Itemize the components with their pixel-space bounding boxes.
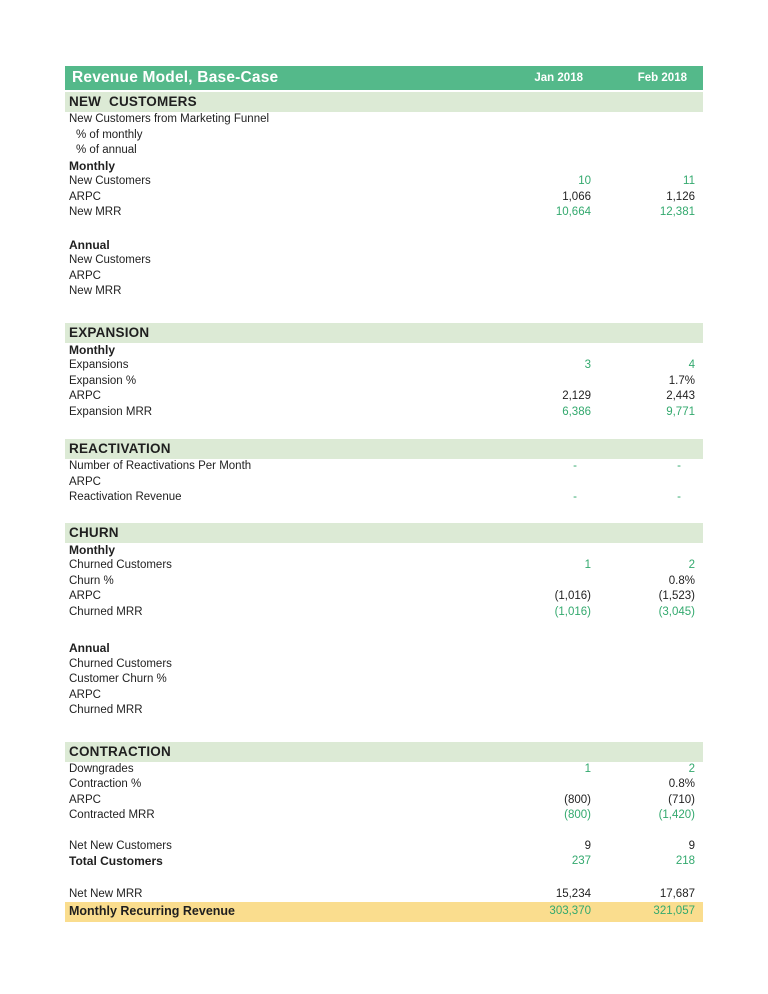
row-label: Downgrades	[69, 762, 134, 775]
cell-feb-2018: 17,687	[659, 887, 695, 900]
table-row-arpc	[65, 589, 703, 605]
table-row-customer-churn-pct	[65, 672, 703, 688]
table-row-total-customers	[65, 854, 703, 870]
page-title: Revenue Model, Base-Case	[72, 69, 279, 86]
row-label: New Customers	[69, 175, 151, 187]
table-row-pct-of-monthly	[65, 128, 703, 144]
cell-feb-2018: (1,523)	[658, 590, 695, 602]
row-label: ARPC	[69, 793, 101, 806]
row-label: New MRR	[69, 285, 122, 297]
column-header-jan: Jan 2018	[534, 72, 583, 84]
row-label: Annual	[69, 641, 110, 655]
section-header-expansion	[65, 323, 703, 343]
blank-row	[65, 620, 703, 641]
table-row-monthly	[65, 343, 703, 359]
row-label: NEW CUSTOMERS	[69, 94, 197, 110]
section-header-contraction	[65, 742, 703, 762]
row-label: New MRR	[69, 206, 122, 218]
row-label: New Customers	[69, 254, 151, 266]
row-label: ARPC	[69, 390, 101, 402]
table-row-monthly	[65, 159, 703, 175]
table-row-new-customers	[65, 253, 703, 269]
row-label: Monthly	[69, 342, 115, 357]
table-row-monthly	[65, 543, 703, 559]
table-row-contracted-mrr	[65, 808, 703, 824]
cell-feb-2018: (710)	[668, 793, 695, 806]
cell-jan-2018: 6,386	[562, 405, 591, 418]
table-row-downgrades	[65, 762, 703, 778]
row-label: Churned Customers	[69, 559, 172, 571]
row-label: % of monthly	[76, 128, 143, 141]
row-label: CONTRACTION	[69, 743, 171, 759]
cell-feb-2018: -	[677, 491, 681, 503]
cell-feb-2018: 2	[688, 762, 695, 775]
row-label: ARPC	[69, 590, 101, 602]
row-label: REACTIVATION	[69, 441, 171, 457]
row-label: EXPANSION	[69, 324, 150, 340]
cell-feb-2018: 1,126	[666, 190, 695, 203]
cell-feb-2018: 9,771	[666, 405, 695, 418]
row-label: Net New MRR	[69, 887, 143, 900]
cell-jan-2018: 10,664	[555, 206, 591, 218]
table-row-arpc	[65, 389, 703, 405]
table-row-contraction-pct	[65, 777, 703, 793]
row-label: Churned MRR	[69, 605, 143, 618]
row-label: Churned MRR	[69, 704, 143, 716]
cell-feb-2018: 2,443	[666, 390, 695, 402]
table-row-arpc	[65, 793, 703, 809]
table-row-churned-mrr	[65, 703, 703, 719]
cell-feb-2018: 0.8%	[668, 778, 695, 790]
row-label: Reactivation Revenue	[69, 491, 182, 503]
table-row-pct-of-annual	[65, 143, 703, 159]
row-label: Contraction %	[69, 778, 142, 790]
table-row-expansions	[65, 358, 703, 374]
table-row-annual	[65, 238, 703, 254]
cell-feb-2018: (3,045)	[658, 605, 695, 618]
table-row-reactivation-revenue	[65, 490, 703, 506]
table-row-net-new-mrr	[65, 887, 703, 903]
sheet-rows	[65, 92, 703, 922]
table-row-number-of-reactivations-per-month	[65, 459, 703, 475]
blank-row	[65, 824, 703, 839]
row-label: ARPC	[69, 190, 101, 203]
cell-feb-2018: 11	[683, 175, 695, 187]
blank-row	[65, 300, 703, 321]
table-row-arpc	[65, 190, 703, 206]
blank-row	[65, 719, 703, 740]
cell-feb-2018: 218	[675, 855, 695, 867]
cell-jan-2018: (1,016)	[554, 605, 591, 618]
section-header-reactivation	[65, 439, 703, 459]
cell-feb-2018: 1.7%	[668, 374, 695, 387]
row-label: Number of Reactivations Per Month	[69, 460, 252, 472]
blank-row	[65, 870, 703, 887]
cell-feb-2018: 321,057	[653, 905, 695, 918]
row-label: Customer Churn %	[69, 673, 167, 685]
row-label: ARPC	[69, 269, 101, 282]
table-row-churned-customers	[65, 657, 703, 673]
table-row-annual	[65, 641, 703, 657]
cell-jan-2018: 303,370	[549, 905, 591, 918]
row-label: CHURN	[69, 524, 119, 540]
cell-jan-2018: (800)	[564, 809, 591, 821]
cell-jan-2018: 10	[578, 175, 591, 187]
table-row-expansion-mrr	[65, 405, 703, 421]
total-row-monthly-recurring-revenue	[65, 902, 703, 922]
cell-jan-2018: 2,129	[562, 390, 591, 402]
table-row-churned-mrr	[65, 605, 703, 621]
row-label: Net New Customers	[69, 839, 172, 852]
cell-feb-2018: 9	[688, 839, 695, 852]
row-label: Churn %	[69, 574, 114, 587]
table-row-arpc	[65, 269, 703, 285]
cell-jan-2018: -	[573, 460, 577, 472]
cell-jan-2018: 3	[584, 359, 591, 371]
table-row-new-mrr	[65, 205, 703, 221]
row-label: ARPC	[69, 475, 101, 488]
table-row-expansion-pct	[65, 374, 703, 390]
cell-jan-2018: 237	[571, 855, 591, 867]
table-row-new-customers-from-marketing-funnel	[65, 112, 703, 128]
cell-jan-2018: 1,066	[562, 190, 591, 203]
cell-jan-2018: 9	[584, 839, 591, 852]
cell-feb-2018: (1,420)	[658, 809, 695, 821]
table-row-churned-customers	[65, 558, 703, 574]
row-label: Monthly	[69, 158, 115, 173]
cell-jan-2018: 1	[584, 762, 591, 775]
row-label: New Customers from Marketing Funnel	[69, 113, 270, 125]
revenue-model-sheet	[65, 66, 703, 922]
cell-jan-2018: (1,016)	[554, 590, 591, 602]
row-label: % of annual	[76, 144, 137, 156]
cell-feb-2018: 4	[688, 359, 695, 371]
section-header-new-customers	[65, 92, 703, 112]
row-label: Churned Customers	[69, 657, 172, 670]
table-row-net-new-customers	[65, 839, 703, 855]
blank-row	[65, 221, 703, 238]
row-label: Monthly Recurring Revenue	[69, 904, 235, 919]
column-header-feb: Feb 2018	[637, 72, 687, 84]
cell-jan-2018: 1	[584, 559, 591, 571]
row-label: Monthly	[69, 542, 115, 557]
cell-jan-2018: -	[573, 491, 577, 503]
blank-row	[65, 506, 703, 521]
row-label: Contracted MRR	[69, 809, 155, 821]
section-header-churn	[65, 523, 703, 543]
cell-jan-2018: (800)	[564, 793, 591, 806]
row-label: Expansion %	[69, 374, 137, 387]
cell-feb-2018: 12,381	[659, 206, 695, 218]
sheet-title-bar	[65, 66, 703, 90]
row-label: Expansion MRR	[69, 405, 153, 418]
table-row-new-customers	[65, 174, 703, 190]
table-row-arpc	[65, 688, 703, 704]
table-row-arpc	[65, 475, 703, 491]
table-row-new-mrr	[65, 284, 703, 300]
row-label: Total Customers	[69, 854, 163, 868]
cell-feb-2018: 2	[688, 559, 695, 571]
cell-jan-2018: 15,234	[555, 887, 591, 900]
cell-feb-2018: -	[677, 460, 681, 472]
cell-feb-2018: 0.8%	[668, 574, 695, 587]
row-label: ARPC	[69, 688, 101, 701]
blank-row	[65, 420, 703, 437]
row-label: Annual	[69, 237, 110, 252]
row-label: Expansions	[69, 359, 129, 371]
table-row-churn-pct	[65, 574, 703, 590]
